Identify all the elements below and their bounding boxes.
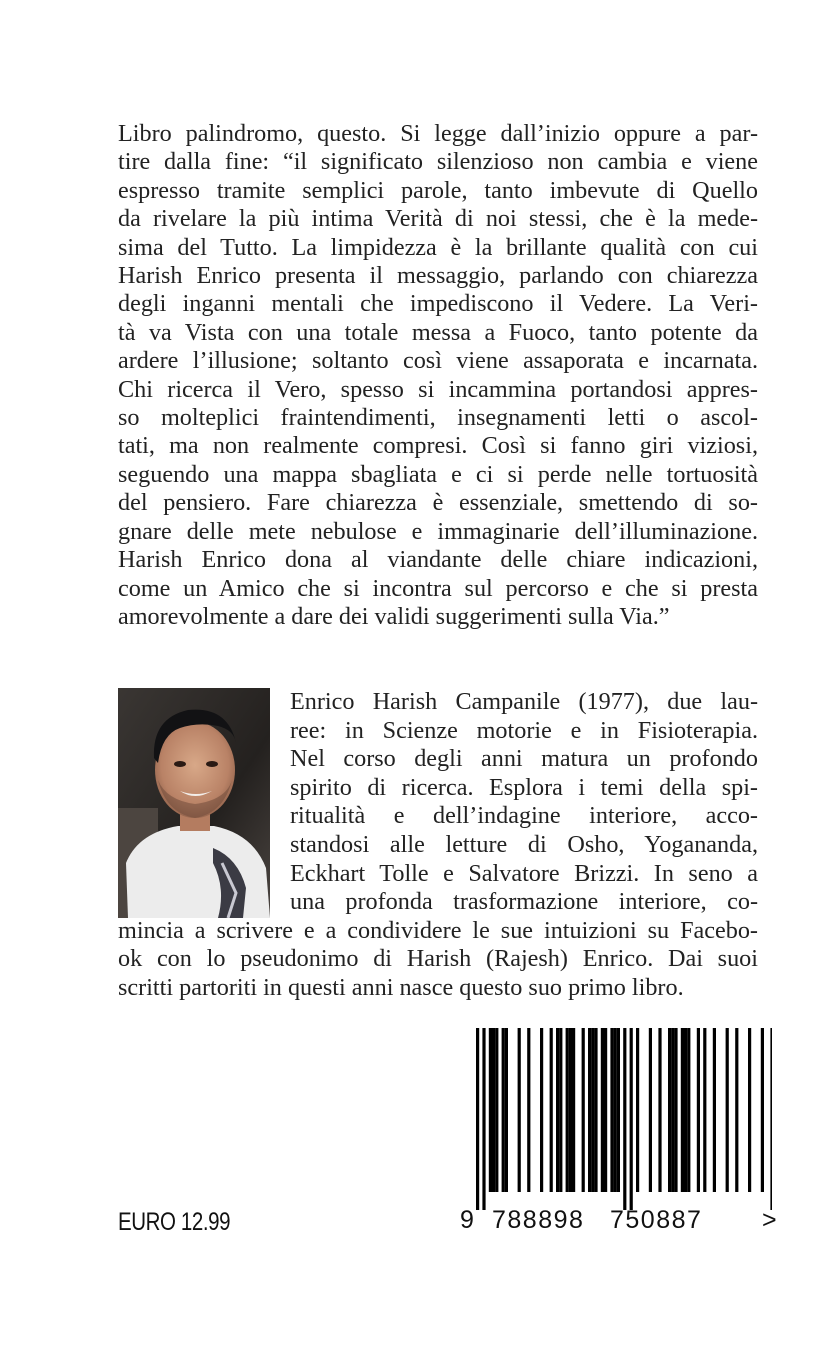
barcode-bar — [649, 1028, 652, 1192]
barcode-bar — [572, 1028, 575, 1192]
barcode-bar — [713, 1028, 716, 1192]
barcode-guard-bar — [630, 1028, 633, 1210]
back-cover-blurb — [118, 120, 758, 631]
barcode-bar — [559, 1028, 562, 1192]
blurb-line: Harish Enrico presenta il messaggio, parlando con chiarezza — [118, 262, 758, 290]
blurb-line: espresso tramite semplici parole, tanto imbevute di Quello — [118, 176, 758, 204]
blurb-line: gnare delle mete nebulose e immaginarie dell’illuminazione. — [118, 517, 758, 545]
barcode-bar — [697, 1028, 700, 1192]
barcode-bar — [726, 1028, 729, 1192]
blurb-line: Harish Enrico dona al viandante delle chiare indicazioni, — [118, 546, 758, 574]
barcode-bar — [604, 1028, 607, 1192]
bio-line: standosi alle letture di Osho, Yogananda, — [290, 831, 758, 858]
barcode-bar — [658, 1028, 661, 1192]
barcode-bar — [540, 1028, 543, 1192]
blurb-line: Libro palindromo, questo. Si legge dall’inizio oppure a par- — [118, 120, 758, 147]
barcode-bar — [518, 1028, 521, 1192]
barcode-bar — [674, 1028, 677, 1192]
barcode-bar — [582, 1028, 585, 1192]
bio-line: una profonda trasformazione interiore, co- — [290, 888, 758, 915]
blurb-line: ardere l’illusione; soltanto così viene assaporata e incarnata. — [118, 347, 758, 375]
blurb-line: seguendo una mappa sbagliata e ci si perde nelle tortuosità — [118, 460, 758, 488]
barcode-bar — [761, 1028, 764, 1192]
barcode-bar — [703, 1028, 706, 1192]
barcode-bar — [735, 1028, 738, 1192]
blurb-line: degli inganni mentali che impediscono il Vedere. La Veri- — [118, 290, 758, 318]
bio-line: ree: in Scienze motorie e in Fisioterapia. — [290, 717, 758, 744]
bio-line: Enrico Harish Campanile (1977), due lau- — [290, 688, 758, 715]
isbn-quiet-zone-marker: > — [762, 1206, 777, 1234]
barcode-bar — [748, 1028, 751, 1192]
barcode-bar — [681, 1028, 684, 1192]
barcode-bar — [502, 1028, 505, 1192]
bio-line: spirito di ricerca. Esplora i temi della spi- — [290, 774, 758, 801]
barcode-bar — [601, 1028, 604, 1192]
bio-line: ritualità e dell’indagine interiore, acco- — [290, 802, 758, 829]
blurb-line: sima del Tutto. La limpidezza è la brillante qualità con cui — [118, 233, 758, 261]
blurb-line: amorevolmente a dare dei validi suggerimenti sulla Via.” — [118, 602, 670, 630]
barcode-bar — [556, 1028, 559, 1192]
blurb-line: tà va Vista con una totale messa a Fuoco, tanto potente da — [118, 318, 758, 346]
barcode-bar — [550, 1028, 553, 1192]
barcode-bar — [495, 1028, 498, 1192]
barcode-bar — [668, 1028, 671, 1192]
bio-line: Nel corso degli anni matura un profondo — [290, 745, 758, 772]
barcode-bar — [527, 1028, 530, 1192]
barcode-bar — [569, 1028, 572, 1192]
barcode-bar — [617, 1028, 620, 1192]
barcode-bar — [591, 1028, 594, 1192]
bio-line: mincia a scrivere e a condividere le sue intuizioni su Facebo- — [118, 917, 758, 944]
barcode-bar — [566, 1028, 569, 1192]
barcode-bar — [594, 1028, 597, 1192]
price-label: EURO 12.99 — [118, 1208, 231, 1236]
blurb-line: tati, ma non realmente compresi. Così si fanno giri viziosi, — [118, 432, 758, 460]
barcode-guard-bar — [770, 1028, 772, 1210]
barcode-bar — [687, 1028, 690, 1192]
barcode-bar — [489, 1028, 492, 1192]
barcode-guard-bar — [623, 1028, 626, 1210]
isbn-prefix-digit: 9 — [460, 1206, 474, 1234]
bio-line: scritti partoriti in questi anni nasce questo suo primo libro. — [118, 974, 684, 1001]
blurb-line: so molteplici fraintendimenti, insegnamenti letti o ascol- — [118, 404, 758, 432]
blurb-line: da rivelare la più intima Verità di noi stessi, che è la mede- — [118, 205, 758, 233]
barcode-bar — [505, 1028, 508, 1192]
barcode-bar — [492, 1028, 495, 1192]
barcode-bar — [684, 1028, 687, 1192]
barcode-guard-bar — [476, 1028, 479, 1210]
author-photo — [118, 688, 270, 918]
bio-line: ok con lo pseudonimo di Harish (Rajesh) Enrico. Dai suoi — [118, 945, 758, 972]
barcode-bar — [636, 1028, 639, 1192]
isbn-left-group: 788898 — [492, 1206, 585, 1234]
isbn-right-group: 750887 — [610, 1206, 703, 1234]
bio-line: Eckhart Tolle e Salvatore Brizzi. In seno a — [290, 860, 758, 887]
blurb-line: come un Amico che si incontra sul percorso e che si presta — [118, 574, 758, 602]
blurb-line: del pensiero. Fare chiarezza è essenziale, smettendo di so- — [118, 489, 758, 517]
barcode-bar — [588, 1028, 591, 1192]
barcode-bar — [671, 1028, 674, 1192]
barcode-bar — [614, 1028, 617, 1192]
blurb-line: Chi ricerca il Vero, spesso si incammina portandosi appres- — [118, 375, 758, 403]
blurb-line: tire dalla fine: “il significato silenzioso non cambia e viene — [118, 148, 758, 176]
barcode-guard-bar — [482, 1028, 485, 1210]
barcode-bar — [610, 1028, 613, 1192]
